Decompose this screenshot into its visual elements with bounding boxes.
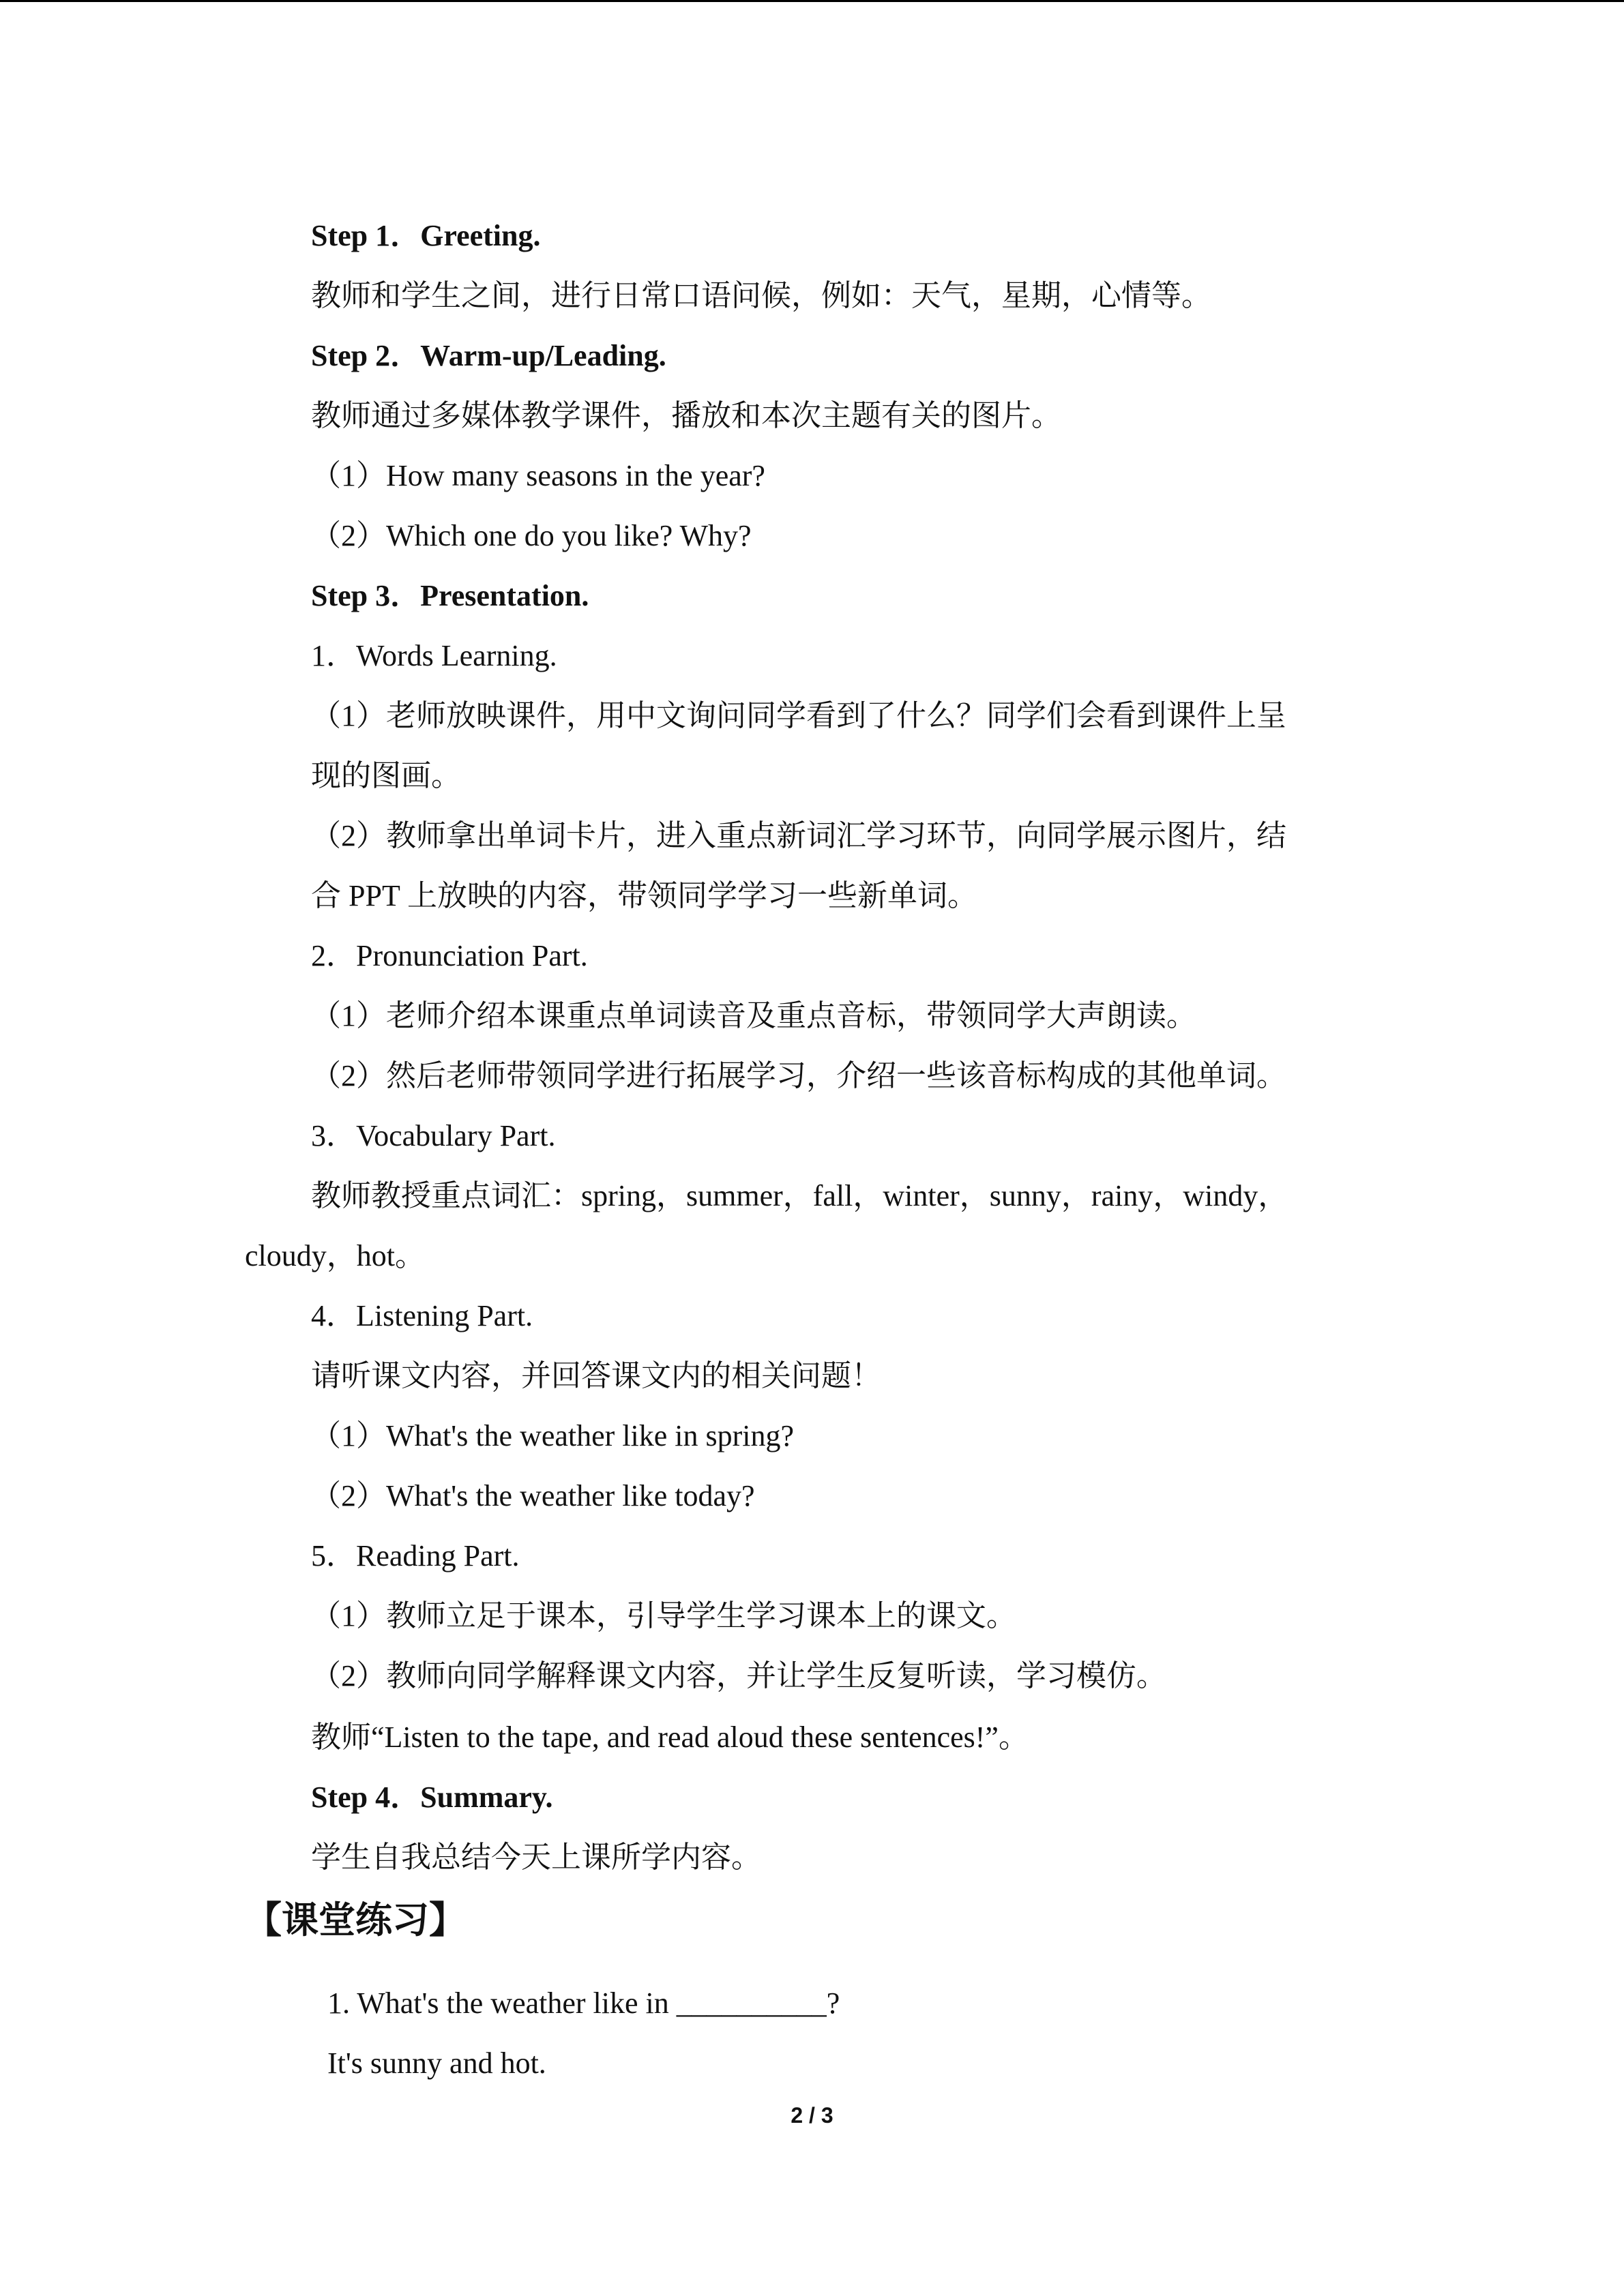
step-3-heading: Step 3．Presentation. [311, 579, 589, 612]
reading-title: 5．Reading Part. [311, 1539, 520, 1572]
step-1-text: 教师和学生之间，进行日常口语问候，例如：天气，星期，心情等。 [311, 279, 1211, 312]
step-2-text: 教师通过多媒体教学课件，播放和本次主题有关的图片。 [311, 399, 1061, 432]
page-number: 2 / 3 [791, 2103, 833, 2128]
step-2-question-1: （1）How many seasons in the year? [311, 459, 765, 492]
pronunciation-item-1: （1）老师介绍本课重点单词读音及重点音标，带领同学大声朗读。 [311, 999, 1196, 1032]
words-learning-item-1-cont: 现的图画。 [311, 759, 461, 792]
reading-instruction: 教师“Listen to the tape, and read aloud these sentences!”。 [311, 1720, 1029, 1754]
exercise-1-question: 1. What's the weather like in __________? [327, 1986, 840, 2020]
listening-instruction: 请听课文内容，并回答课文内的相关问题！ [311, 1359, 881, 1392]
reading-item-2: （2）教师向同学解释课文内容，并让学生反复听读，学习模仿。 [311, 1659, 1166, 1693]
section-heading-classroom-exercise: 【课堂练习】 [245, 1898, 466, 1941]
listening-question-2: （2）What's the weather like today? [311, 1479, 755, 1512]
reading-item-1: （1）教师立足于课本，引导学生学习课本上的课文。 [311, 1599, 1016, 1632]
vocabulary-title: 3．Vocabulary Part. [311, 1119, 556, 1152]
exercise-1-answer: It's sunny and hot. [327, 2046, 546, 2080]
step-4-text: 学生自我总结今天上课所学内容。 [311, 1840, 761, 1874]
words-learning-item-1: （1）老师放映课件，用中文询问同学看到了什么？同学们会看到课件上呈 [311, 699, 1286, 732]
step-2-heading: Step 2．Warm-up/Leading. [311, 339, 666, 372]
words-learning-item-2: （2）教师拿出单词卡片，进入重点新词汇学习环节，向同学展示图片，结 [311, 819, 1286, 852]
vocabulary-words: 教师教授重点词汇：spring，summer，fall，winter，sunny，rainy，windy， [311, 1179, 1288, 1212]
step-2-question-2: （2）Which one do you like? Why? [311, 519, 752, 552]
listening-question-1: （1）What's the weather like in spring? [311, 1419, 795, 1452]
pronunciation-title: 2．Pronunciation Part. [311, 939, 588, 972]
listening-title: 4．Listening Part. [311, 1299, 533, 1332]
words-learning-item-2-cont: 合 PPT 上放映的内容，带领同学学习一些新单词。 [311, 879, 978, 912]
step-4-heading: Step 4．Summary. [311, 1780, 553, 1814]
pronunciation-item-2: （2）然后老师带领同学进行拓展学习，介绍一些该音标构成的其他单词。 [311, 1059, 1286, 1092]
vocabulary-words-cont: cloudy，hot。 [245, 1239, 425, 1272]
words-learning-title: 1．Words Learning. [311, 639, 557, 672]
page-top-border [0, 0, 1624, 2]
step-1-heading: Step 1．Greeting. [311, 219, 541, 252]
